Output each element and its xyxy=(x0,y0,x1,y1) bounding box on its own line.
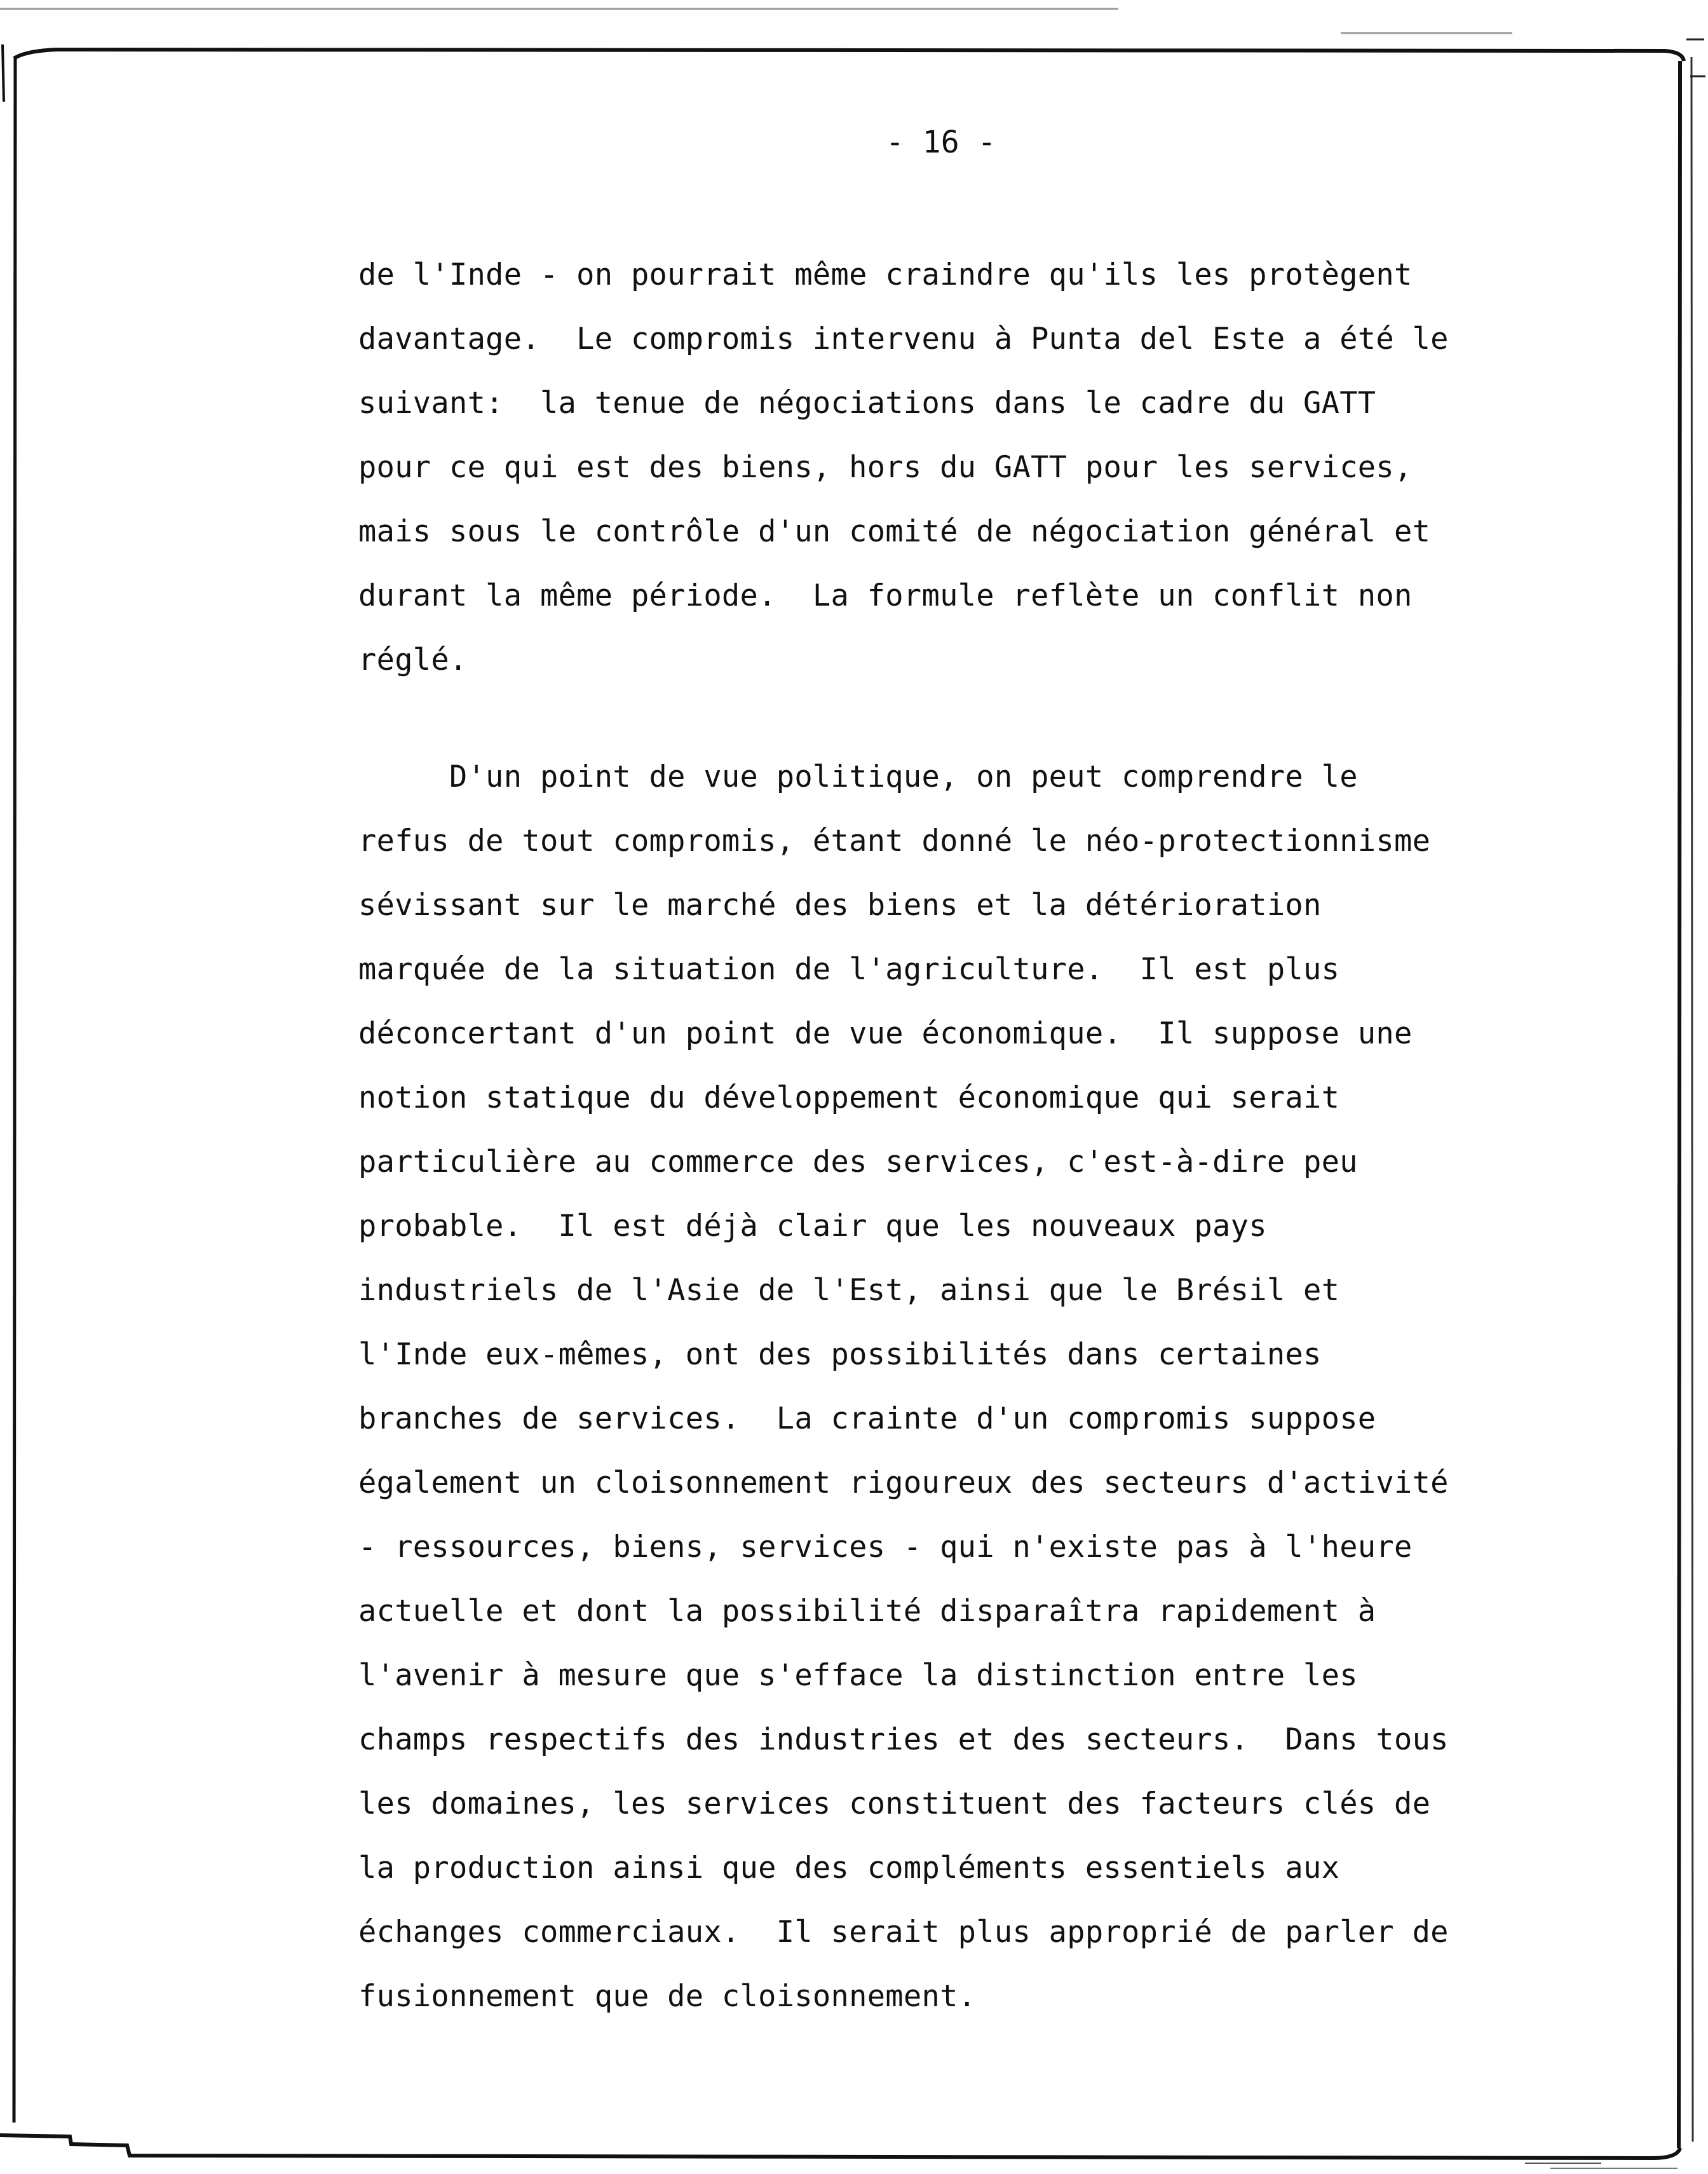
text-line: actuelle et dont la possibilité disparaîtra rapidement à xyxy=(358,1594,1376,1629)
text-line: mais sous le contrôle d'un comité de négociation général et xyxy=(358,514,1431,549)
page-number: - 16 - xyxy=(886,125,996,160)
text-line: l'avenir à mesure que s'efface la distinction entre les xyxy=(358,1658,1358,1693)
paragraph-2 xyxy=(358,745,1449,2028)
text-line: notion statique du développement économique qui serait xyxy=(358,1080,1340,1115)
text-line: durant la même période. La formule reflète un conflit non xyxy=(358,578,1413,613)
text-line: industriels de l'Asie de l'Est, ainsi que le Brésil et xyxy=(358,1273,1340,1308)
paragraph-1 xyxy=(358,243,1449,692)
text-line: - ressources, biens, services - qui n'existe pas à l'heure xyxy=(358,1530,1413,1565)
text-line: déconcertant d'un point de vue économique. Il suppose une xyxy=(358,1016,1413,1051)
text-line: marquée de la situation de l'agriculture. Il est plus xyxy=(358,952,1340,987)
text-line: refus de tout compromis, étant donné le néo-protectionnisme xyxy=(358,824,1431,859)
text-line: champs respectifs des industries et des secteurs. Dans tous xyxy=(358,1722,1449,1757)
text-line: la production ainsi que des compléments essentiels aux xyxy=(358,1851,1340,1885)
text-line: les domaines, les services constituent des facteurs clés de xyxy=(358,1786,1431,1821)
text-line: particulière au commerce des services, c'est-à-dire peu xyxy=(358,1145,1358,1179)
text-line: suivant: la tenue de négociations dans le cadre du GATT xyxy=(358,386,1376,421)
text-line: l'Inde eux-mêmes, ont des possibilités dans certaines xyxy=(358,1337,1322,1372)
text-line: de l'Inde - on pourrait même craindre qu'ils les protègent xyxy=(358,257,1413,292)
text-line: D'un point de vue politique, on peut comprendre le xyxy=(358,759,1358,794)
text-line: probable. Il est déjà clair que les nouveaux pays xyxy=(358,1209,1267,1244)
text-line: réglé. xyxy=(358,642,468,677)
text-line: fusionnement que de cloisonnement. xyxy=(358,1979,977,2014)
text-line: pour ce qui est des biens, hors du GATT pour les services, xyxy=(358,450,1413,485)
text-line: sévissant sur le marché des biens et la détérioration xyxy=(358,888,1322,923)
text-line: également un cloisonnement rigoureux des secteurs d'activité xyxy=(358,1465,1449,1500)
text-line: davantage. Le compromis intervenu à Punta del Este a été le xyxy=(358,322,1449,357)
text-line: branches de services. La crainte d'un compromis suppose xyxy=(358,1401,1376,1436)
text-line: échanges commerciaux. Il serait plus approprié de parler de xyxy=(358,1915,1449,1950)
